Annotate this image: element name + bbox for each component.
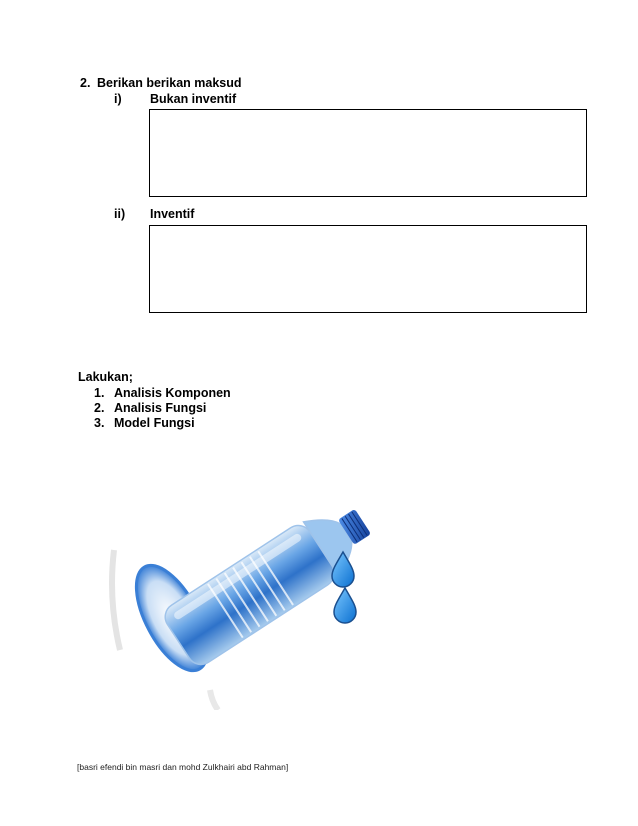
answer-box-bukan-inventif[interactable] bbox=[149, 109, 587, 197]
item-label-inventif: Inventif bbox=[150, 207, 195, 221]
question-number: 2. bbox=[80, 76, 91, 90]
task-text-1: Analisis Komponen bbox=[114, 386, 231, 400]
task-number-2: 2. bbox=[94, 401, 105, 415]
task-text-3: Model Fungsi bbox=[114, 416, 195, 430]
question-title: Berikan berikan maksud bbox=[97, 76, 242, 90]
tasks-heading: Lakukan; bbox=[78, 370, 133, 384]
page-footer: [basri efendi bin masri dan mohd Zulkhairi abd Rahman] bbox=[77, 762, 289, 772]
task-number-1: 1. bbox=[94, 386, 105, 400]
item-label-bukan-inventif: Bukan inventif bbox=[150, 92, 237, 106]
item-roman-ii: ii) bbox=[114, 207, 126, 221]
task-number-3: 3. bbox=[94, 416, 105, 430]
water-bottle-tipping-with-drops-icon bbox=[100, 480, 380, 715]
task-text-2: Analisis Fungsi bbox=[114, 401, 207, 415]
answer-box-inventif[interactable] bbox=[149, 225, 587, 313]
item-roman-i: i) bbox=[114, 92, 122, 106]
